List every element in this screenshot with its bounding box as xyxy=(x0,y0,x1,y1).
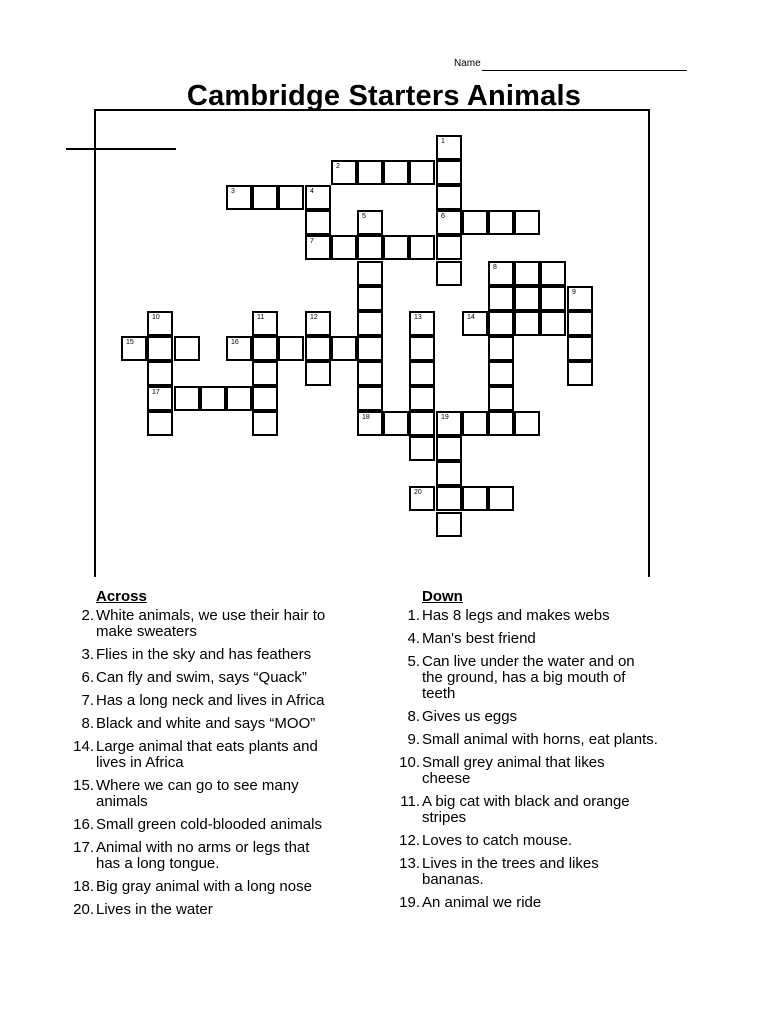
crossword-cell[interactable] xyxy=(305,336,331,361)
crossword-cell[interactable] xyxy=(174,336,200,361)
clue-number: 11 xyxy=(257,314,265,321)
crossword-cell[interactable] xyxy=(567,336,593,361)
clue-text: Loves to catch mouse. xyxy=(422,832,573,849)
crossword-cell[interactable] xyxy=(305,210,331,235)
crossword-cell[interactable] xyxy=(305,235,331,260)
crossword-cell[interactable] xyxy=(357,361,383,386)
crossword-cell[interactable] xyxy=(488,361,514,386)
clue-num: 3. xyxy=(81,646,94,663)
clue-number: 6 xyxy=(441,213,445,220)
clue-num: 4. xyxy=(407,630,420,647)
clue-num: 1. xyxy=(407,607,420,624)
clue-number: 19 xyxy=(441,414,449,421)
clue-number: 4 xyxy=(310,188,314,195)
crossword-cell[interactable] xyxy=(540,286,566,311)
crossword-cell[interactable] xyxy=(147,361,173,386)
crossword-cell[interactable] xyxy=(252,361,278,386)
down-heading: Down xyxy=(422,588,463,605)
crossword-cell[interactable] xyxy=(226,336,252,361)
crossword-cell[interactable] xyxy=(488,311,514,336)
crossword-cell[interactable] xyxy=(462,311,488,336)
crossword-cell[interactable] xyxy=(252,185,278,210)
crossword-cell[interactable] xyxy=(514,210,540,235)
crossword-cell[interactable] xyxy=(436,261,462,286)
crossword-cell[interactable] xyxy=(488,411,514,436)
crossword-cell[interactable] xyxy=(121,336,147,361)
crossword-cell[interactable] xyxy=(331,160,357,185)
across-clue xyxy=(66,840,366,872)
crossword-cell[interactable] xyxy=(383,411,409,436)
crossword-cell[interactable] xyxy=(567,361,593,386)
crossword-cell[interactable] xyxy=(409,436,435,461)
across-clue xyxy=(66,739,366,771)
across-clue xyxy=(66,902,366,918)
crossword-cell[interactable] xyxy=(409,235,435,260)
crossword-cell[interactable] xyxy=(252,386,278,411)
clue-text: Small green cold-blooded animals xyxy=(96,816,322,833)
clue-number: 1 xyxy=(441,138,445,145)
crossword-cell[interactable] xyxy=(252,411,278,436)
crossword-cell[interactable] xyxy=(409,386,435,411)
clue-num: 7. xyxy=(81,692,94,709)
clue-number: 7 xyxy=(310,238,314,245)
crossword-cell[interactable] xyxy=(357,411,383,436)
clue-number: 5 xyxy=(362,213,366,220)
across-clue xyxy=(66,693,366,709)
down-clue xyxy=(392,732,692,748)
crossword-cell[interactable] xyxy=(331,336,357,361)
clue-text: Flies in the sky and has feathers xyxy=(96,646,312,663)
clue-num: 19. xyxy=(399,894,420,911)
crossword-cell[interactable] xyxy=(488,286,514,311)
clue-text: Gives us eggs xyxy=(422,708,518,725)
crossword-cell[interactable] xyxy=(409,361,435,386)
crossword-cell[interactable] xyxy=(462,411,488,436)
crossword-cell[interactable] xyxy=(409,486,435,511)
crossword-cell[interactable] xyxy=(409,411,435,436)
crossword-cell[interactable] xyxy=(488,261,514,286)
clue-text: Big gray animal with a long nose xyxy=(96,878,312,895)
down-clue xyxy=(392,654,692,702)
crossword-cell[interactable] xyxy=(540,261,566,286)
clue-num: 13. xyxy=(399,855,420,872)
clue-num: 10. xyxy=(399,754,420,771)
clue-num: 12. xyxy=(399,832,420,849)
crossword-cell[interactable] xyxy=(357,160,383,185)
crossword-cell[interactable] xyxy=(357,386,383,411)
crossword-cell[interactable] xyxy=(436,512,462,537)
crossword-cell[interactable] xyxy=(305,185,331,210)
crossword-cell[interactable] xyxy=(409,311,435,336)
crossword-cell[interactable] xyxy=(200,386,226,411)
across-clue xyxy=(66,879,366,895)
clue-num: 8. xyxy=(81,715,94,732)
crossword-cell[interactable] xyxy=(252,311,278,336)
crossword-cell[interactable] xyxy=(147,311,173,336)
clue-text: White animals, we use their hair to make sweaters xyxy=(96,607,326,640)
clue-num: 16. xyxy=(73,816,94,833)
clue-text: Man's best friend xyxy=(422,630,536,647)
crossword-cell[interactable] xyxy=(357,311,383,336)
crossword-cell[interactable] xyxy=(436,160,462,185)
clue-num: 17. xyxy=(73,839,94,856)
crossword-cell[interactable] xyxy=(488,386,514,411)
crossword-cell[interactable] xyxy=(409,336,435,361)
clue-text: Has 8 legs and makes webs xyxy=(422,607,610,624)
clue-text: Where we can go to see many animals xyxy=(96,777,299,810)
crossword-cell[interactable] xyxy=(514,311,540,336)
clue-text: A big cat with black and orange stripes xyxy=(422,793,630,826)
down-clue xyxy=(392,608,692,624)
across-clue xyxy=(66,716,366,732)
clue-number: 20 xyxy=(414,489,422,496)
clue-text: An animal we ride xyxy=(422,894,542,911)
crossword-cell[interactable] xyxy=(174,386,200,411)
clue-num: 15. xyxy=(73,777,94,794)
down-clues xyxy=(392,588,692,918)
across-heading: Across xyxy=(96,588,147,605)
clue-number: 3 xyxy=(231,188,235,195)
across-clues xyxy=(66,588,366,925)
crossword-cell[interactable] xyxy=(383,160,409,185)
page-title: Cambridge Starters Animals xyxy=(186,80,582,112)
down-clue xyxy=(392,895,692,911)
crossword-cell[interactable] xyxy=(357,286,383,311)
crossword-cell[interactable] xyxy=(436,486,462,511)
crossword-cell[interactable] xyxy=(357,336,383,361)
clue-number: 9 xyxy=(572,289,576,296)
crossword-cell[interactable] xyxy=(383,235,409,260)
crossword-cell[interactable] xyxy=(567,286,593,311)
clue-number: 2 xyxy=(336,163,340,170)
across-clue xyxy=(66,647,366,663)
crossword-cell[interactable] xyxy=(147,411,173,436)
down-clue xyxy=(392,833,692,849)
down-clue xyxy=(392,794,692,826)
crossword-cell[interactable] xyxy=(436,436,462,461)
clue-num: 20. xyxy=(73,901,94,918)
clue-num: 5. xyxy=(407,653,420,670)
crossword-cell[interactable] xyxy=(462,486,488,511)
crossword-cell[interactable] xyxy=(436,235,462,260)
crossword-cell[interactable] xyxy=(514,286,540,311)
across-clue xyxy=(66,817,366,833)
crossword-cell[interactable] xyxy=(488,336,514,361)
across-clue xyxy=(66,670,366,686)
crossword-cell[interactable] xyxy=(409,160,435,185)
crossword-cell[interactable] xyxy=(436,461,462,486)
clue-number: 15 xyxy=(126,339,134,346)
clue-num: 8. xyxy=(407,708,420,725)
clue-text: Small animal with horns, eat plants. xyxy=(422,731,658,748)
crossword-cell[interactable] xyxy=(147,386,173,411)
clue-number: 10 xyxy=(152,314,160,321)
clue-text: Small grey animal that likes cheese xyxy=(422,754,605,787)
down-clue xyxy=(392,755,692,787)
clue-num: 6. xyxy=(81,669,94,686)
clue-number: 18 xyxy=(362,414,370,421)
crossword-cell[interactable] xyxy=(357,210,383,235)
crossword-cell[interactable] xyxy=(436,411,462,436)
crossword-cell[interactable] xyxy=(226,386,252,411)
clue-text: Large animal that eats plants and lives in Africa xyxy=(96,738,318,771)
down-clue xyxy=(392,631,692,647)
clue-text: Lives in the trees and likes bananas. xyxy=(422,855,599,888)
down-clue xyxy=(392,709,692,725)
crossword-cell[interactable] xyxy=(436,185,462,210)
clue-text: Can fly and swim, says “Quack” xyxy=(96,669,307,686)
clue-text: Black and white and says “MOO” xyxy=(96,715,316,732)
crossword-cell[interactable] xyxy=(226,185,252,210)
clue-num: 14. xyxy=(73,738,94,755)
clue-num: 18. xyxy=(73,878,94,895)
clue-num: 2. xyxy=(81,607,94,624)
crossword-cell[interactable] xyxy=(305,361,331,386)
crossword-cell[interactable] xyxy=(462,210,488,235)
across-clue xyxy=(66,608,366,640)
crossword-cell[interactable] xyxy=(514,411,540,436)
clue-text: Can live under the water and on the ground, has a big mouth of teeth xyxy=(422,653,635,702)
crossword-cell[interactable] xyxy=(514,261,540,286)
crossword-cell[interactable] xyxy=(488,210,514,235)
clue-number: 8 xyxy=(493,264,497,271)
crossword-cell[interactable] xyxy=(488,486,514,511)
clue-text: Lives in the water xyxy=(96,901,213,918)
crossword-cell[interactable] xyxy=(278,185,304,210)
across-clue xyxy=(66,778,366,810)
crossword-cell[interactable] xyxy=(252,336,278,361)
clue-number: 12 xyxy=(310,314,318,321)
crossword-cell[interactable] xyxy=(436,135,462,160)
crossword-cell[interactable] xyxy=(278,336,304,361)
clue-number: 16 xyxy=(231,339,239,346)
crossword-cell[interactable] xyxy=(357,261,383,286)
down-clue xyxy=(392,856,692,888)
crossword-cell[interactable] xyxy=(357,235,383,260)
crossword-cell[interactable] xyxy=(147,336,173,361)
crossword-cell[interactable] xyxy=(331,235,357,260)
clue-number: 14 xyxy=(467,314,475,321)
crossword-cell[interactable] xyxy=(540,311,566,336)
crossword-cell[interactable] xyxy=(567,311,593,336)
clue-text: Has a long neck and lives in Africa xyxy=(96,692,325,709)
clue-number: 13 xyxy=(414,314,422,321)
name-label: Name xyxy=(454,58,481,69)
crossword-cell[interactable] xyxy=(436,210,462,235)
clue-num: 9. xyxy=(407,731,420,748)
crossword-cell[interactable] xyxy=(305,311,331,336)
clue-number: 17 xyxy=(152,389,160,396)
clue-num: 11. xyxy=(400,793,420,810)
clue-text: Animal with no arms or legs that has a long tongue. xyxy=(96,839,310,872)
